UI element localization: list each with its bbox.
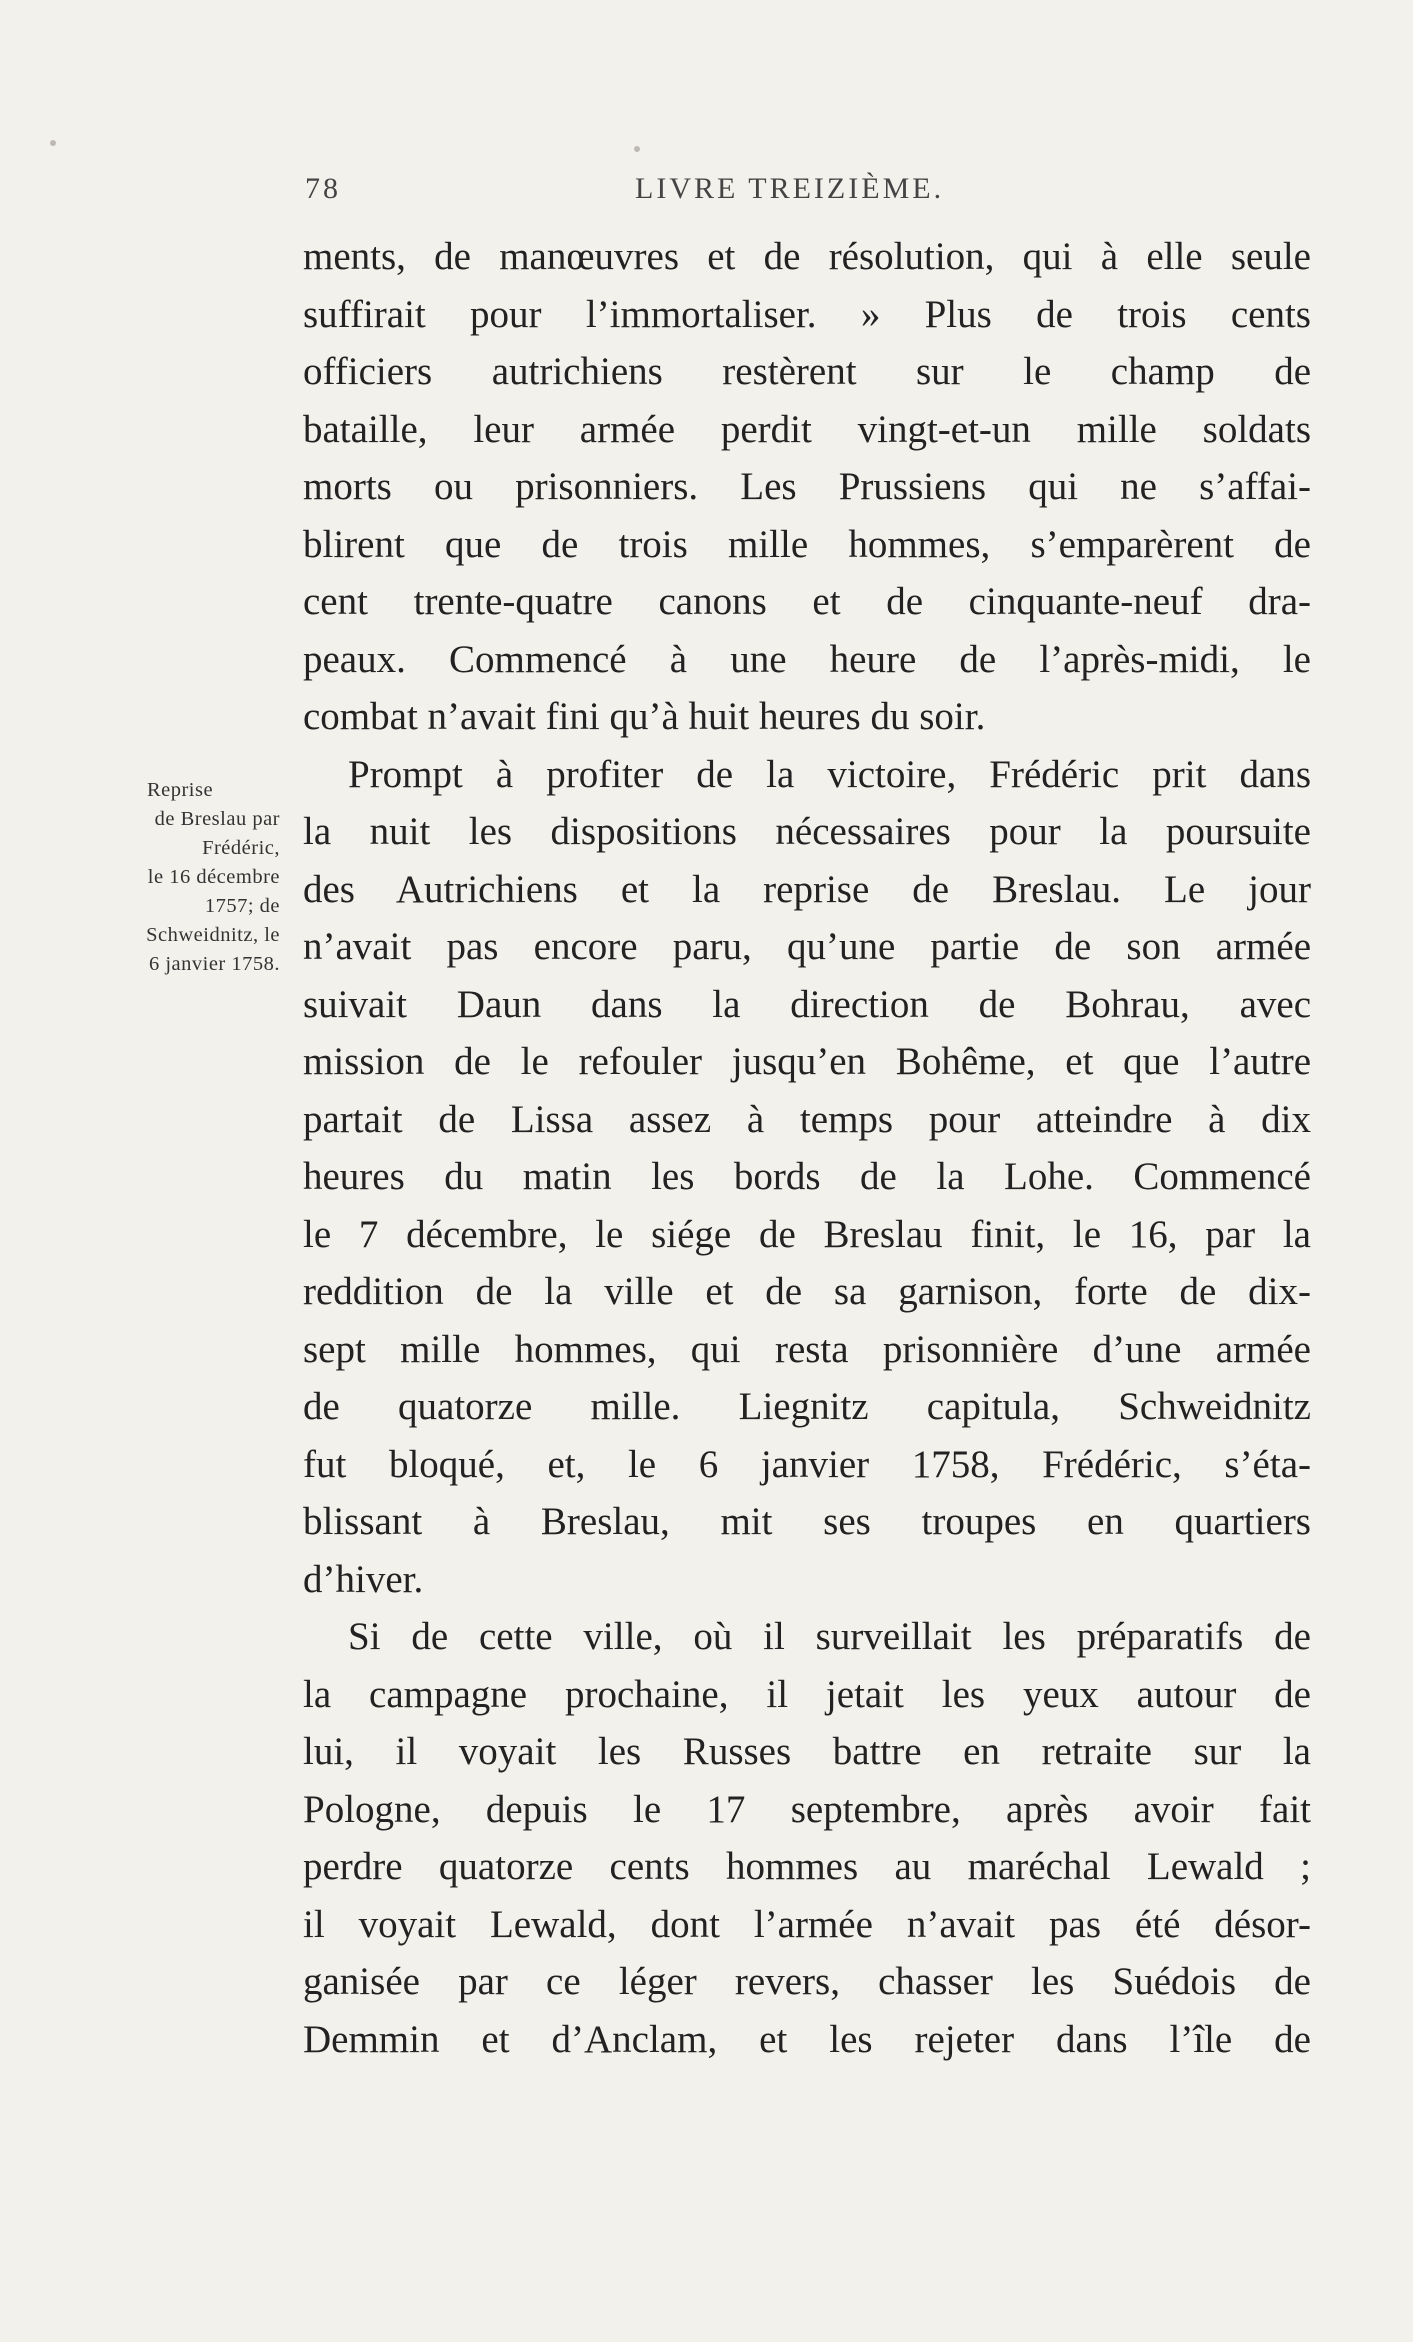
text-line: sept mille hommes, qui resta prisonnière d’une armée — [303, 1327, 1311, 1371]
text-line: il voyait Lewald, dont l’armée n’avait pas été désor- — [303, 1902, 1311, 1946]
page-header — [305, 172, 1305, 216]
page-number: 78 — [305, 172, 341, 205]
text-line: Prompt à profiter de la victoire, Frédéric prit dans — [348, 752, 1311, 796]
text-line: le 7 décembre, le siége de Breslau finit, le 16, par la — [303, 1212, 1311, 1256]
margin-note-line: 6 janvier 1758. — [148, 953, 280, 975]
text-line: suffirait pour l’immortaliser. » Plus de trois cents — [303, 292, 1311, 336]
running-title: LIVRE TREIZIÈME. — [635, 172, 945, 205]
text-line: lui, il voyait les Russes battre en retraite sur la — [303, 1730, 1311, 1773]
text-line: n’avait pas encore paru, qu’une partie de son armée — [303, 925, 1311, 968]
text-line: morts ou prisonniers. Les Prussiens qui ne s’affai- — [303, 465, 1311, 508]
margin-note-line: Schweidnitz, le — [146, 924, 280, 946]
text-line: mission de le refouler jusqu’en Bohême, et que l’autre — [303, 1040, 1311, 1083]
text-line: la nuit les dispositions nécessaires pour la poursuite — [303, 810, 1311, 853]
text-line: fut bloqué, et, le 6 janvier 1758, Frédéric, s’éta- — [303, 1442, 1311, 1486]
ink-speck — [634, 146, 640, 152]
text-line: officiers autrichiens restèrent sur le champ de — [303, 350, 1311, 393]
margin-note-line: le 16 décembre — [147, 866, 280, 888]
text-line: reddition de la ville et de sa garnison, forte de dix- — [303, 1270, 1311, 1313]
text-line: Demmin et d’Anclam, et les rejeter dans l’île de — [303, 2017, 1311, 2061]
text-line: ments, de manœuvres et de résolution, qui à elle seule — [303, 235, 1311, 278]
text-line: Pologne, depuis le 17 septembre, après avoir fait — [303, 1787, 1311, 1831]
text-line: de quatorze mille. Liegnitz capitula, Schweidnitz — [303, 1385, 1311, 1428]
text-line: Si de cette ville, où il surveillait les préparatifs de — [348, 1615, 1311, 1658]
text-line: bataille, leur armée perdit vingt-et-un mille soldats — [303, 407, 1311, 451]
text-line: blirent que de trois mille hommes, s’emparèrent de — [303, 522, 1311, 566]
margin-note — [80, 776, 280, 979]
text-line: ganisée par ce léger revers, chasser les Suédois de — [303, 1960, 1311, 2003]
text-line: cent trente-quatre canons et de cinquante-neuf dra- — [303, 580, 1311, 623]
text-line: suivait Daun dans la direction de Bohrau, avec — [303, 982, 1311, 1026]
text-line: blissant à Breslau, mit ses troupes en quartiers — [303, 1500, 1311, 1543]
margin-note-line: de Breslau par — [154, 808, 280, 830]
text-line: d’hiver. — [303, 1557, 424, 1601]
text-line: peaux. Commencé à une heure de l’après-midi, le — [303, 637, 1311, 681]
text-line: combat n’avait fini qu’à huit heures du soir. — [303, 695, 986, 738]
text-line: des Autrichiens et la reprise de Breslau. Le jour — [303, 867, 1311, 911]
margin-note-line: Reprise — [146, 779, 214, 801]
margin-note-line: 1757; de — [204, 895, 280, 917]
text-line: perdre quatorze cents hommes au maréchal Lewald ; — [303, 1845, 1311, 1888]
margin-note-line: Frédéric, — [202, 837, 280, 859]
ink-speck — [50, 140, 56, 146]
body-text — [303, 228, 1311, 2068]
text-line: heures du matin les bords de la Lohe. Commencé — [303, 1155, 1311, 1198]
text-line: partait de Lissa assez à temps pour atteindre à dix — [303, 1097, 1311, 1141]
text-line: la campagne prochaine, il jetait les yeux autour de — [303, 1672, 1311, 1716]
